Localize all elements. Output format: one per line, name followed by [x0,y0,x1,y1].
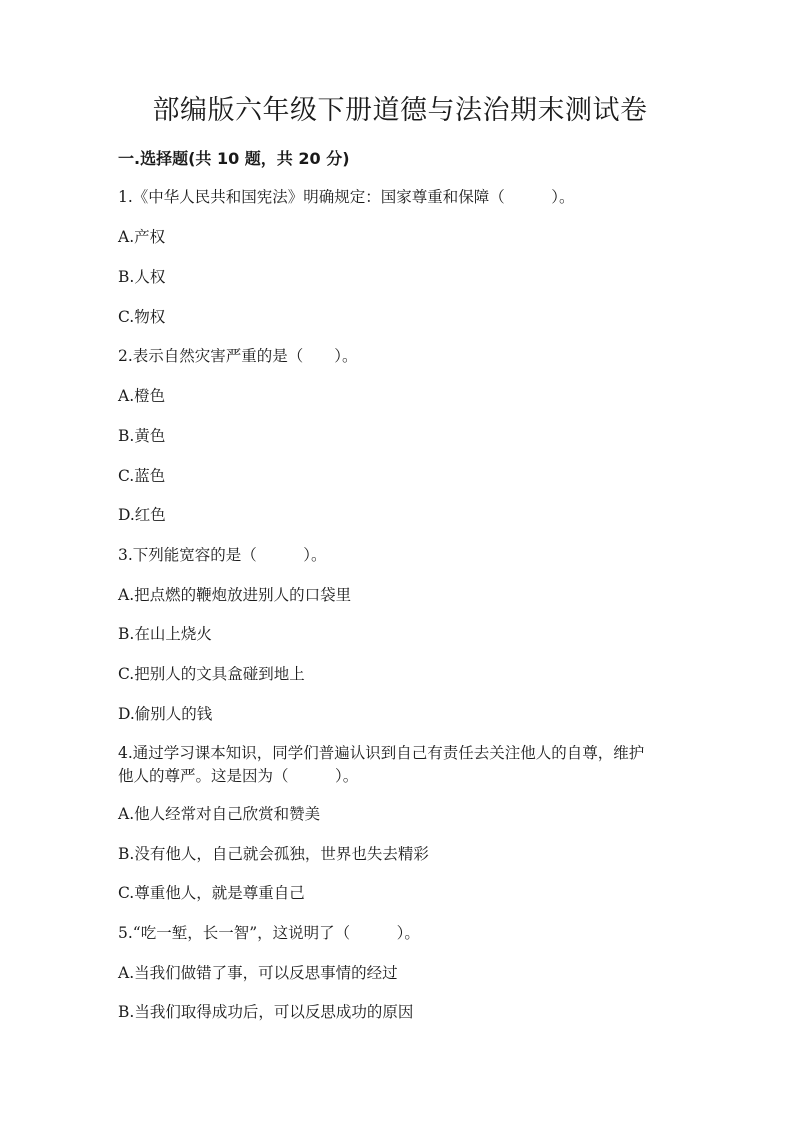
question-4-stem-line-2: 他人的尊严。这是因为（ ）。 [118,767,359,785]
question-4-option-a: A.他人经常对自己欣赏和赞美 [118,805,321,823]
question-2-option-c: C.蓝色 [118,467,166,485]
page-title: 部编版六年级下册道德与法治期末测试卷 [152,95,648,126]
question-5-option-b: B.当我们取得成功后，可以反思成功的原因 [118,1003,414,1021]
question-3-stem: 3.下列能宽容的是（ ）。 [118,546,327,564]
section-heading: 一.选择题(共 10 题，共 20 分) [118,149,350,168]
question-1-stem: 1.《中华人民共和国宪法》明确规定：国家尊重和保障（ ）。 [118,188,575,206]
question-4-stem-line-1: 4.通过学习课本知识，同学们普遍认识到自己有责任去关注他人的自尊，维护 [118,744,645,762]
question-2-stem: 2.表示自然灾害严重的是（ ）。 [118,347,358,365]
question-5-option-a: A.当我们做错了事，可以反思事情的经过 [118,964,398,982]
question-3-option-a: A.把点燃的鞭炮放进别人的口袋里 [118,586,352,604]
question-2-option-b: B.黄色 [118,427,166,445]
question-1-option-b: B.人权 [118,268,166,286]
question-1-option-a: A.产权 [118,228,166,246]
question-2-option-a: A.橙色 [118,387,166,405]
question-4-option-b: B.没有他人，自己就会孤独，世界也失去精彩 [118,845,429,863]
question-1-option-c: C.物权 [118,308,166,326]
question-3-option-c: C.把别人的文具盒碰到地上 [118,665,305,683]
question-5-stem: 5.“吃一堑，长一智”，这说明了（ ）。 [118,924,420,942]
question-4-option-c: C.尊重他人，就是尊重自己 [118,884,305,902]
question-2-option-d: D.红色 [118,506,166,524]
question-3-option-b: B.在山上烧火 [118,625,212,643]
question-3-option-d: D.偷别人的钱 [118,705,213,723]
